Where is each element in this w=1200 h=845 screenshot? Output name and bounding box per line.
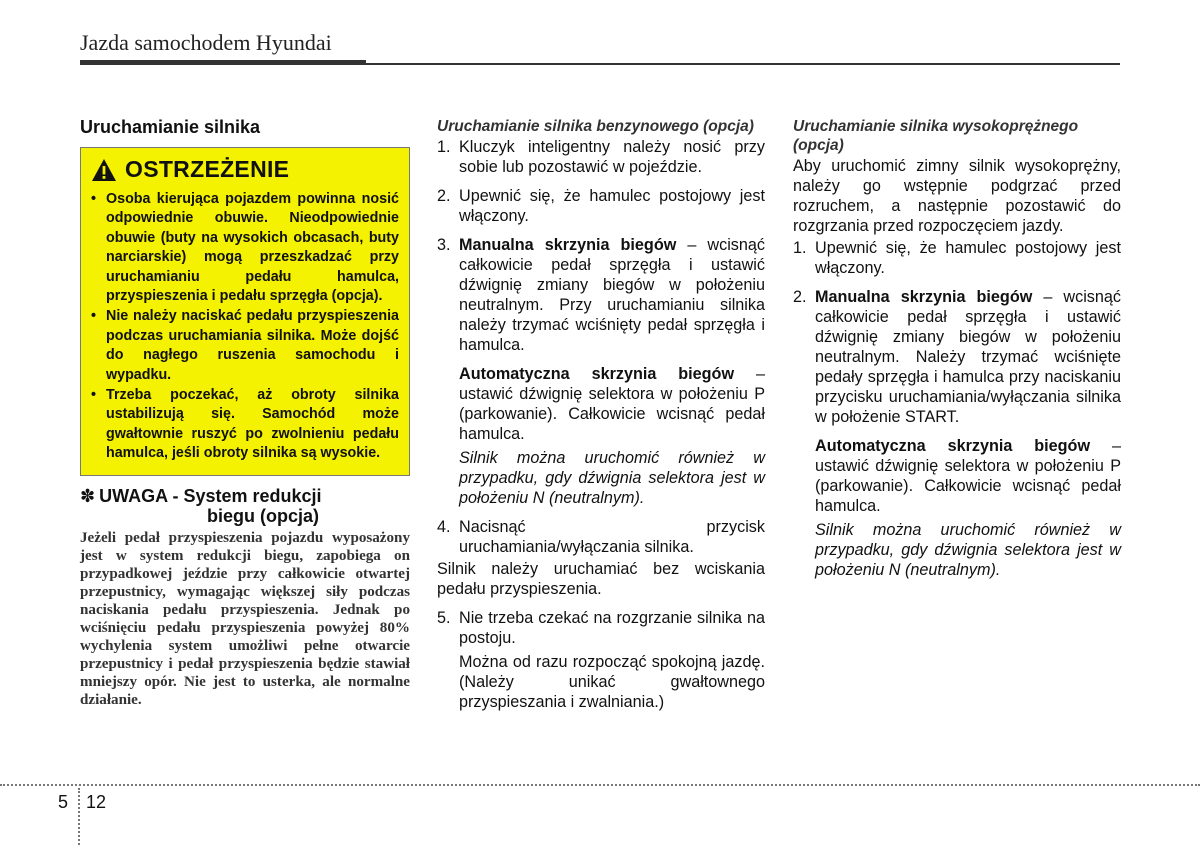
note-title-line2: biegu (opcja) [207,505,319,526]
automatic-note: Silnik można uruchomić również w przypadku, gdy dźwignia selektora jest w położeniu N (neutralnym). [815,521,1121,579]
list-item [437,186,765,226]
header-bar [80,60,366,65]
item-text: Upewnić się, że hamulec postojowy jest włączony. [459,187,765,225]
item-number: 4. [437,518,451,536]
list-item [437,517,765,557]
item-text: Upewnić się, że hamulec postojowy jest włączony. [815,239,1121,277]
left-column [80,117,410,709]
note-body: Jeżeli pedał przyspieszenia pojazdu wyposażony jest w system redukcji biegu, zapobiega on przypadkowej jeździe przy całkowicie otwartej przepustnicy, wymagając większej siły podczas naciskania pedału przyspieszenia. Jednak po wciśnięciu pedału przyspieszenia powyżej 80% wychylenia system umożliwi pełne otwarcie przepustnicy i pedał przyspieszenia będzie stawiał mniejszy opór. Nie jest to usterka, ale normalne działanie. [80,529,410,708]
manual-gearbox-label: Manualna skrzynia biegów [815,288,1033,306]
step5-continuation: Można od razu rozpocząć spokojną jazdę. (Należy unikać gwałtownego przyspieszania i zwalniania.) [459,653,765,711]
item-number: 1. [793,239,807,257]
petrol-start-subtitle: Uruchamianie silnika benzynowego (opcja) [437,118,754,135]
warning-box [80,147,410,476]
automatic-gearbox-text: – ustawić dźwignię selektora w położeniu P (parkowanie). Całkowicie wcisnąć pedał hamulca. [459,365,765,443]
warning-item: • Nie należy naciskać pedału przyspieszenia podczas uruchamiania silnika. Może dojść do nagłego ruszenia samochodu i wypadku. [91,307,399,385]
middle-column [437,117,765,721]
item-number: 3. [437,236,451,254]
automatic-gearbox-block [815,436,1121,516]
automatic-gearbox-label: Automatyczna skrzynia biegów [815,437,1091,455]
warning-list [91,190,399,464]
item-number: 5. [437,609,451,627]
item-number: 2. [793,288,807,306]
warning-triangle-icon [91,158,117,182]
page-number: 12 [86,792,107,812]
right-column [793,117,1121,589]
item-text: Nacisnąć przycisk uruchamiania/wyłączania silnika. [459,518,765,556]
automatic-gearbox-text: – ustawić dźwignię selektora w położeniu P (parkowanie). Całkowicie wcisnąć pedał hamulca. [815,437,1121,515]
manual-gearbox-text: – wcisnąć całkowicie pedał sprzęgła i ustawić dźwignię zmiany biegów w położeniu neutralnym. Przy uruchamianiu silnika należy trzymać wciśnięty pedał sprzęgła i hamulca. [459,236,765,354]
list-item [793,287,1121,427]
warning-item: • Trzeba poczekać, aż obroty silnika ustabilizują się. Samochód może gwałtownie ruszyć po zwolnieniu pedału hamulca, jeśli obroty silnika są wysokie. [91,386,399,464]
manual-gearbox-text: – wcisnąć całkowicie pedał sprzęgła i ustawić dźwignię zmiany biegów w położeniu neutralnym. Należy trzymać wciśnięte pedały sprzęgła i hamulca przy naciskaniu przycisku uruchamiania/wyłączania silnika w położenie START. [815,288,1121,426]
list-item [437,235,765,355]
manual-gearbox-label: Manualna skrzynia biegów [459,236,677,254]
warning-item: • Osoba kierująca pojazdem powinna nosić odpowiednie obuwie. Nieodpowiednie obuwie (buty na wysokich obcasach, buty narciarskie) mogą przeszkadzać przy uruchamianiu pedału hamulca, przyspieszenia i pedału sprzęgła (opcja). [91,190,399,306]
item-text: Nie trzeba czekać na rozgrzanie silnika na postoju. [459,609,765,647]
list-item [793,238,1121,278]
automatic-gearbox-block [459,364,765,444]
section-title: Uruchamianie silnika [80,117,261,137]
item-number: 2. [437,187,451,205]
chapter-number: 5 [58,792,69,812]
list-item [437,608,765,648]
paragraph: Silnik należy uruchamiać bez wciskania pedału przyspieszenia. [437,560,765,598]
note-dash: - [172,485,184,506]
list-item [437,137,765,177]
paragraph: Aby uruchomić zimny silnik wysokoprężny, należy go wstępnie podgrzać przed rozruchem, a następnie pozostawić do rozgrzania przed rozpoczęciem jazdy. [793,157,1121,235]
note-title-line1: System redukcji [183,485,322,506]
running-header: Jazda samochodem Hyundai [80,30,332,55]
item-number: 1. [437,138,451,156]
automatic-note: Silnik można uruchomić również w przypadku, gdy dźwignia selektora jest w położeniu N (neutralnym). [459,449,765,507]
note-star-icon: ✽ [80,485,96,506]
warning-header [91,156,399,183]
item-text [459,235,765,355]
item-text: Kluczyk inteligentny należy nosić przy sobie lub pozostawić w pojeździe. [459,138,765,176]
warning-title: OSTRZEŻENIE [125,156,290,182]
diesel-start-subtitle: Uruchamianie silnika wysokoprężnego (opcja) [793,118,1079,154]
footer-rule [0,784,1200,786]
automatic-gearbox-label: Automatyczna skrzynia biegów [459,365,735,383]
note-heading [80,486,410,526]
item-text [815,287,1121,427]
note-label: UWAGA [99,485,168,506]
header-rule [366,63,1120,65]
footer-divider [78,788,80,845]
